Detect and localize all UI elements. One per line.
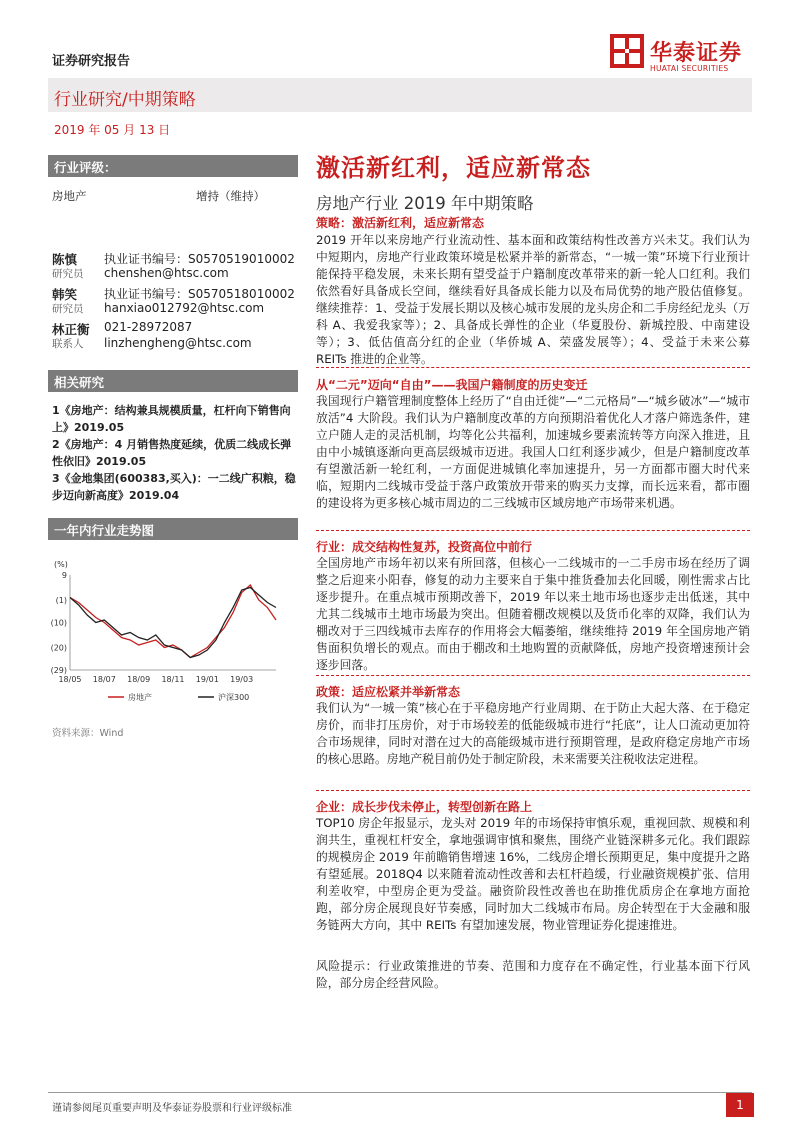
analyst-name: 陈慎 [52, 252, 78, 267]
section-heading: 行业：成交结构性复苏，投资高位中前行 [316, 540, 533, 554]
related-report-link[interactable]: 2《房地产：4 月销售热度延续，优质二线成长弹性依旧》2019.05 [52, 438, 292, 468]
banner [48, 78, 752, 112]
report-type-label: 证券研究报告 [52, 54, 131, 69]
analyst-email[interactable]: chenshen@htsc.com [104, 266, 229, 280]
analyst-role: 研究员 [52, 268, 84, 280]
x-tick-label: 18/05 [58, 675, 82, 684]
trend-chart [48, 545, 298, 745]
related-report-link[interactable]: 1《房地产：结构兼具规模质量，杠杆向下销售向上》2019.05 [52, 404, 291, 434]
section-divider [316, 367, 750, 368]
y-tick-label: (29) [50, 666, 67, 675]
rating-value: 增持（维持） [196, 189, 265, 203]
analyst-role: 联系人 [52, 338, 84, 350]
x-tick-label: 19/01 [195, 675, 219, 684]
y-tick-label: (20) [50, 643, 67, 653]
section-body: 我国现行户籍管理制度整体上经历了“自由迁徙”—“二元格局”—“城乡破冰”—“城市放活”4 大阶段。我们认为户籍制度改革的方向预期沿着优化人才落户筛选条件，建立户随人走的灵活机制，均等化公共福利，加速城乡要素流转等方向深入推进，且由中小城镇逐渐向更高层级城市迈进。我国人口红利逐步减少，但是户籍制度改革有望激活新一轮红利，一方面促进城镇化率加速提升，另一方面都市圈大时代来临，短期内二线城市受益于落户政策放开带来的购买力支撑，而长远来看，都市圈的建设将为更多核心城市周边的二三线城市区域房地产市场带来机遇。 [316, 394, 750, 510]
x-tick-label: 18/07 [92, 675, 116, 684]
section-heading: 企业：成长步伐未停止，转型创新在路上 [316, 800, 533, 814]
analyst-role: 研究员 [52, 303, 84, 315]
chart-source: 资料来源：Wind [52, 728, 124, 739]
x-tick-label: 18/09 [127, 675, 151, 684]
analyst-email[interactable]: hanxiao012792@htsc.com [104, 301, 265, 315]
section-divider [316, 675, 750, 676]
x-tick-label: 19/03 [230, 675, 254, 684]
analyst-name: 韩笑 [52, 287, 78, 302]
series-line [70, 588, 276, 658]
section-divider [316, 790, 750, 791]
section-heading: 策略：激活新红利，适应新常态 [316, 216, 485, 230]
y-tick-label: (10) [50, 618, 67, 628]
section-body: 全国房地产市场年初以来有所回落，但核心一二线城市的一二手房市场在经历了调整之后迎来小阳春，修复的动力主要来自于集中推货叠加去化回暖，刚性需求占比逐步提升。在重点城市预期改善下，2019 年以来土地市场也逐步走出低迷，其中尤其二线城市土地市场最为突出。但随着棚改规模以及货币化率的双降，我们认为棚改对于三四线城市去库存的作用将会大幅萎缩，继续维持 2019 年全国房地产销售面积负增长的观点。而由于棚改和土地购置的贡献降低，房地产投资增速预计会逐步回落。 [316, 556, 750, 672]
analyst-license: 执业证书编号：S0570519010002 [104, 252, 295, 266]
related-report-link[interactable]: 3《金地集团(600383,买入)：一二线广积粮，稳步迈向新高度》2019.04 [52, 472, 296, 502]
company-logo [610, 34, 760, 78]
section-body: TOP10 房企年报显示，龙头对 2019 年的市场保持审慎乐观，重视回款、规模和利润共生，重视杠杆安全，拿地强调审慎和聚焦，围绕产业链深耕多元化。我们跟踪的规模房企 2019 年前瞻销售增速 16%，二线房企增长预期更足，集中度提升之路有望延展。2018Q4 以来随着流动性改善和去杠杆趋缓，行业融资规模扩张、信用利差收窄，中型房企更为受益。融资阶段性改善也在助推优质房企在拿地方面抢跑，部分房企展现良好节奏感，同时加大二线城市布局。房企转型在于大金融和服务链两大方向，其中 REITs 有望加速发展，物业管理证券化提速推进。 [316, 816, 750, 932]
section-body: 2019 开年以来房地产行业流动性、基本面和政策结构性改善方兴未艾。我们认为中短期内，房地产行业政策环境是松紧并举的新常态，“一城一策”环境下行业预计能保持平稳发展，未来长期有望受益于户籍制度改革带来的新一轮人口红利。我们依然看好具备成长空间，继续看好具备成长能力以及布局优势的地产股估值修复。继续推荐：1、受益于发展长期以及核心城市发展的龙头房企和二手房经纪龙头（万科 A、我爱我家等）；2、具备成长弹性的企业（华夏股份、新城控股、中南建设等）；3、低估值高分红的企业（华侨城 A、荣盛发展等）；4、受益于未来公募 REITs 推进的企业等。 [316, 233, 750, 366]
report-subtitle: 房地产行业 2019 年中期策略 [316, 194, 534, 213]
rating-heading: 行业评级： [48, 155, 298, 177]
y-tick-label: 9 [61, 571, 67, 580]
banner-title: 行业研究/中期策略 [54, 90, 196, 110]
trend-chart-svg [48, 545, 298, 725]
report-date: 2019 年 05 月 13 日 [54, 123, 171, 137]
y-axis-unit: (%) [54, 560, 68, 569]
related-research-heading: 相关研究 [48, 370, 298, 392]
page-number: 1 [726, 1093, 754, 1117]
legend-label: 房地产 [128, 693, 152, 702]
section-heading: 从“二元”迈向“自由”——我国户籍制度的历史变迁 [316, 378, 588, 392]
trend-chart-heading: 一年内行业走势图 [48, 518, 298, 540]
footer-disclaimer: 谨请参阅尾页重要声明及华泰证券股票和行业评级标准 [52, 1103, 292, 1114]
analyst-email[interactable]: linzhengheng@htsc.com [104, 336, 252, 350]
rating-industry: 房地产 [52, 189, 87, 203]
section-body: 我们认为“一城一策”核心在于平稳房地产行业周期、在于防止大起大落、在于稳定房价，而非打压房价，对于市场较差的低能级城市进行“托底”，让人口流动更加符合市场规律，同时对潜在过大的高能级城市进行预期管理，是政府稳定房地产市场的核心思路。房地产税目前仍处于制定阶段，未来需要关注税收法定进程。 [316, 701, 750, 766]
huatai-logo-icon [610, 34, 644, 68]
analyst-license: 执业证书编号：S0570518010002 [104, 287, 295, 301]
section-heading: 政策：适应松紧并举新常态 [316, 685, 461, 699]
footer-divider [48, 1092, 752, 1093]
analyst-phone: 021-28972087 [104, 320, 193, 334]
section-divider [316, 530, 750, 531]
analyst-name: 林正衡 [52, 322, 90, 337]
report-title: 激活新红利，适应新常态 [316, 154, 591, 182]
x-tick-label: 18/11 [161, 675, 185, 684]
logo-text-cn: 华泰证券 [650, 41, 743, 66]
logo-text-en: HUATAI SECURITIES [650, 64, 729, 73]
legend-label: 沪深300 [218, 693, 250, 702]
y-tick-label: (1) [55, 596, 67, 605]
risk-warning: 风险提示：行业政策推进的节奏、范围和力度存在不确定性，行业基本面下行风险，部分房企经营风险。 [316, 959, 750, 990]
